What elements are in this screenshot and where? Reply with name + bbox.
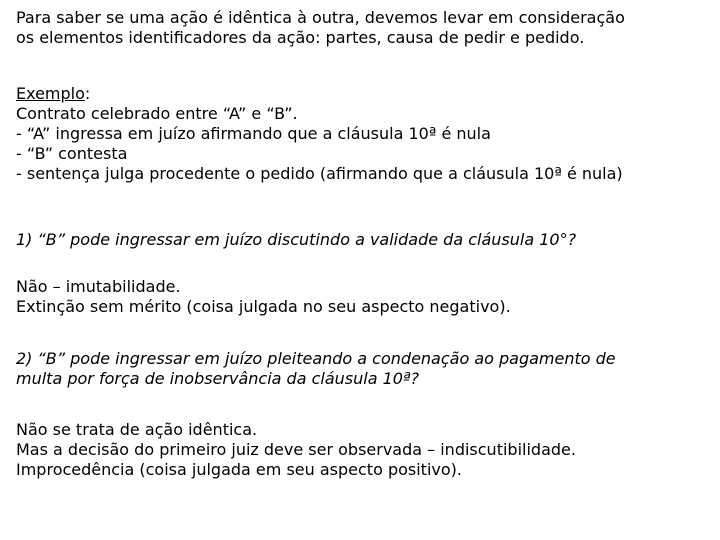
answer-2-line: Não se trata de ação idêntica. xyxy=(16,420,258,439)
example-line: - “A” ingressa em juízo afirmando que a cláusula 10ª é nula xyxy=(16,124,491,143)
answer-1-line: Não – imutabilidade. xyxy=(16,277,181,296)
answer-2-line: Improcedência (coisa julgada em seu aspecto positivo). xyxy=(16,460,462,479)
question-2 xyxy=(16,349,716,389)
example-heading: Exemplo xyxy=(16,84,85,103)
question-2-line: 2) “B” pode ingressar em juízo pleiteando a condenação ao pagamento de xyxy=(16,349,616,368)
intro-paragraph xyxy=(16,8,716,48)
answer-2-line: Mas a decisão do primeiro juiz deve ser observada – indiscutibilidade. xyxy=(16,440,576,459)
example-line: - “B” contesta xyxy=(16,144,128,163)
intro-line: Para saber se uma ação é idêntica à outra, devemos levar em consideração xyxy=(16,8,625,27)
question-2-line: multa por força de inobservância da cláusula 10ª? xyxy=(16,369,419,388)
example-heading-line xyxy=(16,84,716,104)
answer-2 xyxy=(16,420,716,480)
example-section xyxy=(16,84,716,184)
question-1-text: 1) “B” pode ingressar em juízo discutindo a validade da cláusula 10°? xyxy=(16,230,577,249)
intro-line: os elementos identificadores da ação: partes, causa de pedir e pedido. xyxy=(16,28,585,47)
answer-1 xyxy=(16,277,716,317)
example-heading-colon: : xyxy=(84,84,91,103)
answer-1-line: Extinção sem mérito (coisa julgada no seu aspecto negativo). xyxy=(16,297,511,316)
example-line: Contrato celebrado entre “A” e “B”. xyxy=(16,104,298,123)
example-line: - sentença julga procedente o pedido (afirmando que a cláusula 10ª é nula) xyxy=(16,164,623,183)
question-1 xyxy=(16,230,716,250)
